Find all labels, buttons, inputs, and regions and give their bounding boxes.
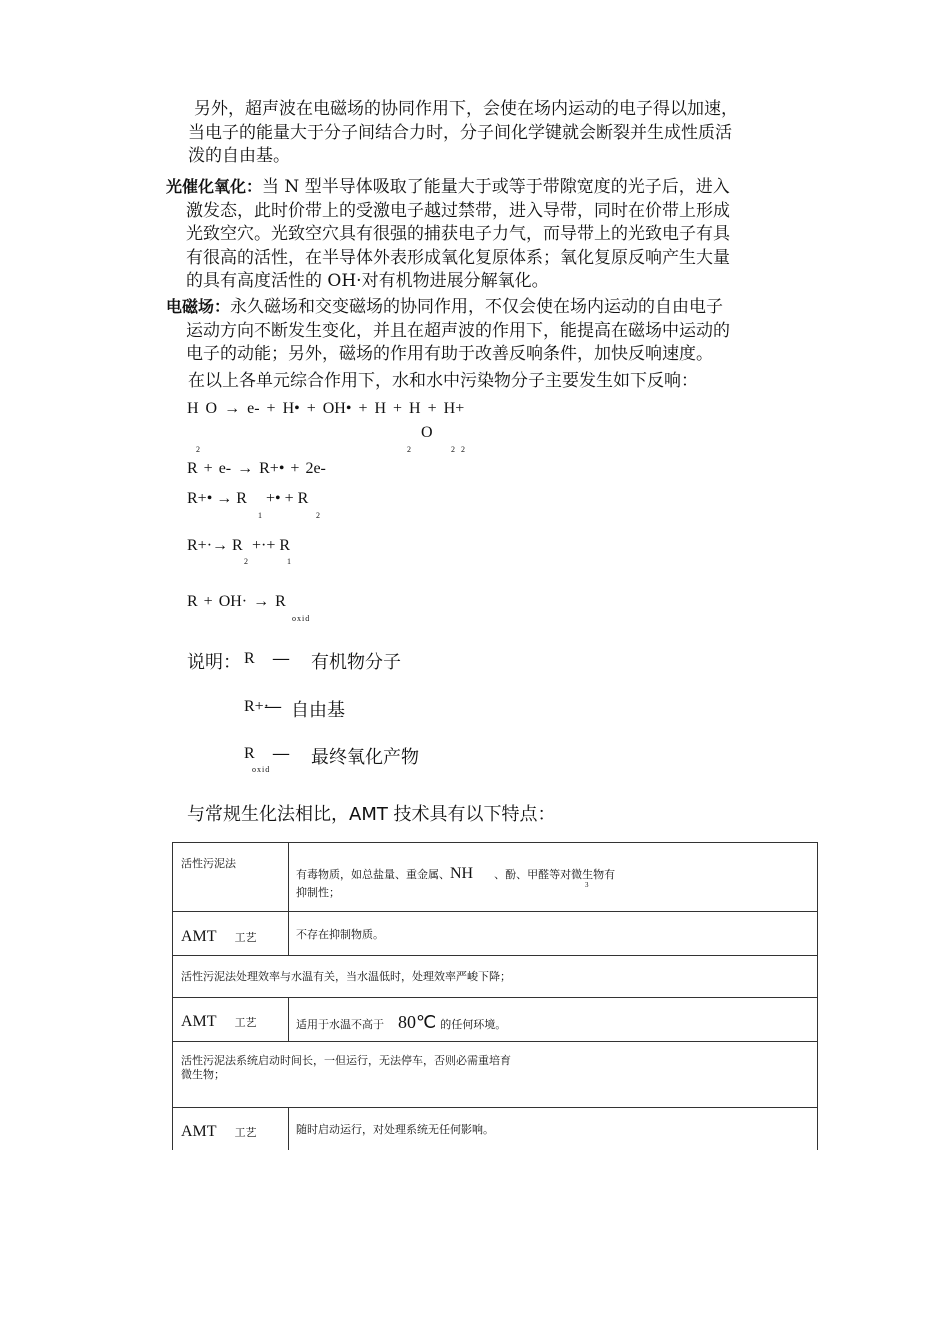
text-line: 光致空穴。光致空穴具有很强的捕获电子力气，而导带上的光致电子有具	[186, 224, 730, 244]
equation-5-subscript: oxid	[292, 614, 311, 623]
text-line: 永久磁场和交变磁场的协同作用，不仅会使在场内运动的自由电子	[230, 297, 724, 317]
equation-4-subscript: 1	[287, 557, 291, 566]
cell-text-toxic: 有毒物质，如总盐量、重金属、NH 、酚、甲醛等对微生物有 抑制性；	[296, 865, 616, 899]
table-row	[173, 1108, 818, 1150]
table-cell	[173, 1108, 289, 1150]
equation-2: R + e- → R+• + 2e-	[187, 460, 326, 477]
note-radical-symbol: R+·	[244, 698, 270, 715]
equation-4-subscript: 2	[244, 557, 248, 566]
cell-text: 活性污泥法系统启动时间长，一但运行，无法停车，否则必需重培育	[181, 1054, 511, 1067]
note-dash: —	[272, 648, 290, 669]
cell-text: 活性污泥法处理效率与水温有关，当水温低时，处理效率严峻下降；	[181, 970, 511, 983]
equation-1-subscript: 2 2	[451, 445, 465, 454]
equation-3-subscript: 2	[316, 511, 320, 520]
text-line: 的具有高度活性的 OH·对有机物进展分解氧化。	[186, 271, 549, 291]
equation-1-subscript: 2	[196, 445, 200, 454]
cell-text: 不存在抑制物质。	[296, 928, 384, 941]
equation-3-left: R+• → R	[187, 490, 247, 507]
table-row	[173, 1042, 818, 1108]
equation-5: R + OH· → R	[187, 593, 286, 610]
table-row	[173, 956, 818, 998]
text-line: 有很高的活性，在半导体外表形成氧化复原体系；氧化复原反响产生大量	[186, 247, 730, 268]
table-row	[173, 843, 818, 912]
note-r-desc: 有机物分子	[311, 652, 401, 673]
cell-text: 随时启动运行，对处理系统无任何影响。	[296, 1123, 494, 1136]
equation-3-subscript: 1	[258, 511, 262, 520]
table-cell-merged	[173, 1042, 818, 1108]
craft-label: 工艺	[234, 1126, 257, 1139]
text-line: 运动方向不断发生变化，并且在超声波的作用下，能提高在磁场中运动的	[186, 320, 730, 341]
cell-text: 微生物；	[181, 1068, 225, 1081]
craft-label: 工艺	[234, 931, 257, 944]
reaction-intro: 在以上各单元综合作用下，水和水中污染物分子主要发生如下反响：	[188, 371, 698, 391]
text-line: 另外，超声波在电磁场的协同作用下，会使在场内运动的电子得以加速，	[194, 99, 738, 119]
nh-subscript-visible: 3	[585, 881, 589, 889]
note-oxid-subscript: oxid	[252, 765, 271, 774]
paragraph-ultrasound	[188, 98, 738, 169]
text-line: 当 N 型半导体吸取了能量大于或等于带隙宽度的光子后，进入	[262, 177, 730, 197]
note-r-symbol: R	[244, 650, 255, 667]
note-dash: —	[264, 696, 282, 717]
note-oxid-desc: 最终氧化产物	[311, 747, 419, 768]
equation-3-right: +• + R	[266, 490, 309, 507]
paragraph-electromagnetic	[166, 295, 730, 367]
table-cell	[289, 912, 818, 956]
table-cell	[173, 998, 289, 1042]
amt-label: AMT	[181, 928, 217, 945]
cell-text: 适用于水温不高于	[296, 1018, 384, 1031]
amt-label: AMT	[181, 1123, 217, 1140]
equation-1: H O → e- + H• + OH• + H + H + H+	[187, 400, 465, 417]
text-line: 电子的动能；另外，磁场的作用有助于改善反响条件，加快反响速度。	[186, 344, 713, 364]
features-heading: 与常规生化法相比，AMT 技术具有以下特点：	[187, 804, 556, 825]
craft-label: 工艺	[234, 1016, 257, 1029]
note-label: 说明：	[187, 652, 241, 673]
table-cell	[173, 912, 289, 956]
cell-text: 活性污泥法	[181, 857, 236, 870]
electromagnetic-label: 电磁场：	[166, 297, 231, 316]
amt-label: AMT	[181, 1013, 217, 1030]
temperature-value: 80℃	[398, 1012, 437, 1032]
photocatalysis-label: 光催化氧化：	[166, 177, 263, 196]
comparison-table	[172, 842, 818, 1150]
paragraph-photocatalysis	[166, 175, 730, 294]
equation-1-oxygen: O	[421, 424, 433, 441]
equation-4-left: R+·→ R	[187, 537, 243, 554]
table-cell	[289, 1108, 818, 1150]
table-row	[173, 912, 818, 956]
table-cell	[173, 843, 289, 912]
equation-1-subscript: 2	[407, 445, 411, 454]
nh-symbol: NH	[450, 865, 474, 882]
text-line: 泼的自由基。	[188, 146, 290, 166]
table-row	[173, 998, 818, 1042]
cell-text: 的任何环境。	[440, 1018, 507, 1031]
note-oxid-symbol: R	[244, 745, 255, 762]
text-line: 激发态，此时价带上的受激电子越过禁带，进入导带，同时在价带上形成	[186, 200, 730, 221]
table-cell	[289, 843, 818, 912]
note-radical-desc: 自由基	[291, 700, 345, 721]
text-line: 当电子的能量大于分子间结合力时，分子间化学键就会断裂并生成性质活	[188, 122, 732, 143]
table-cell-merged	[173, 956, 818, 998]
table-cell	[289, 998, 818, 1042]
equation-4-right: +·+ R	[252, 537, 291, 554]
note-dash: —	[272, 743, 290, 764]
